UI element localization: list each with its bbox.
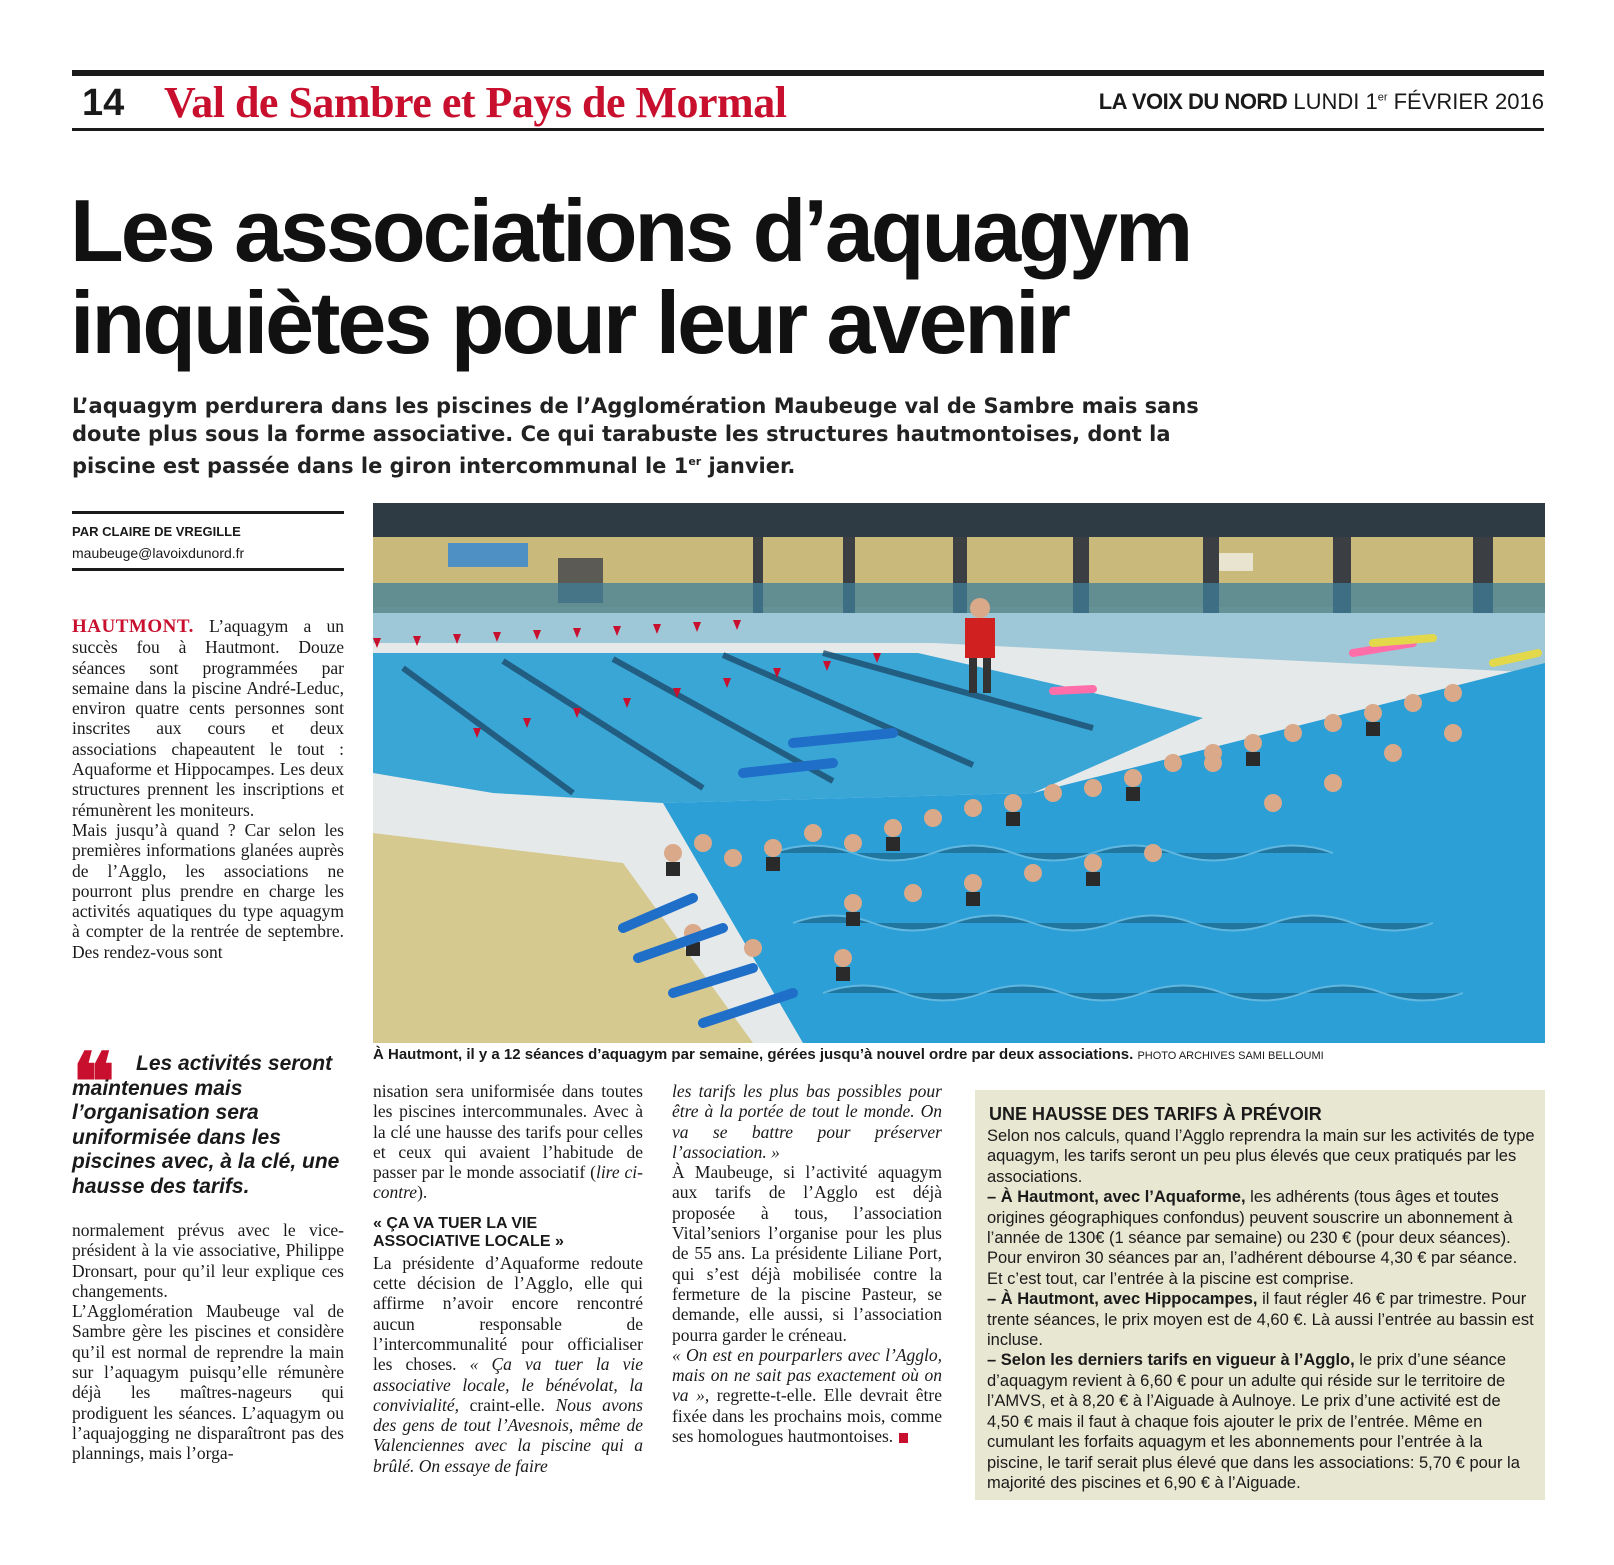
issue-date: LUNDI 1 (1293, 89, 1378, 114)
tariffs-sidebar (975, 1090, 1545, 1500)
photo-caption: À Hautmont, il y a 12 séances d’aquagym par semaine, gérées jusqu’à nouvel ordre par deux associations. PHOTO ARCHIVES SAMI BELLOUMI (373, 1046, 1324, 1063)
section-title: Val de Sambre et Pays de Mormal (164, 78, 787, 127)
end-mark-icon (899, 1433, 908, 1443)
masthead: LA VOIX DU NORD LUNDI 1er FÉVRIER 2016 (1098, 89, 1544, 114)
subheading: « ÇA VA TUER LA VIE ASSOCIATIVE LOCALE » (373, 1214, 564, 1250)
sidebar-text: Selon nos calculs, quand l’Agglo reprendra la main sur les activités de type aquagym, les tarifs seront un peu plus élevés que ceux pratiqués par les associations. – À Hautmont, avec l’Aquaforme, les adhérents (tous âges et toutes origines géographiques confondus) peuvent souscrire un abonnement à l’année de 130€ (1 séance par semaine) ou 230 € (pour deux séances). Pour environ 30 séances par an, l’adhérent débourse 4,30 € par séance. Et c’est tout, car l’entrée à la piscine est comprise. – À Hautmont, avec Hippocampes, il faut régler 46 € par trimestre. Pour trente séances, le prix moyen est de 4,60 €. Là aussi l’entrée au bassin est incluse. – Selon les derniers tarifs en vigueur à l’Agglo, le prix d’une séance d’aquagym revient à 6,60 € pour un adulte qui réside sur le territoire de l’AMVS, et à 8,20 € à l’Aiguade à Aulnoye. Le prix d’une activité est de 4,50 € mais il faut à chaque fois ajouter le prix de l’entrée. Même en cumulant les forfaits aquagym et les abonnements pour l’entrée à la piscine, le tarif serait plus élevé que dans les associations: 5,70 € pour la majorité des piscines et 6,90 € à l’Aiguade. (987, 1127, 1535, 1492)
page-number: 14 (82, 82, 125, 124)
article-column-1-continued: normalement prévus avec le vice-président à la vie associative, Philippe Dronsart, pour qu’il leur explique ces changements. L’Agglomération Maubeuge val de Sambre gère les piscines et considère qu’il est normal de reprendre la main sur l’aquagym puisqu’elle rémunère déjà les maîtres-nageurs qui prodiguent les séances. L’aquagym ou l’aquajogging ne disparaîtront pas des plannings, mais l’orga- (72, 1220, 344, 1464)
newspaper-name: LA VOIX DU NORD (1098, 89, 1288, 114)
photo-credit: PHOTO ARCHIVES SAMI BELLOUMI (1137, 1050, 1324, 1062)
article-column-3: les tarifs les plus bas possibles pour être à la portée de tout le monde. On va se battre pour préserver l’association. » À Maubeuge, si l’activité aquagym aux tarifs de l’Agglo est déjà proposée à tous, l’association Vital’seniors l’organise pour les plus de 55 ans. La présidente Liliane Port, qui s’est déjà mobilisée contre la fermeture de la piscine Pasteur, se demande, elle aussi, si l’association pourra garder le créneau. « On est en pourparlers avec l’Agglo, mais on ne sait pas exactement où on va », regrette-t-elle. Elle devrait être fixée dans les prochains mois, comme ses homologues hautmontoises. (672, 1081, 942, 1447)
article-column-1: HAUTMONT. L’aquagym a un succès fou à Hautmont. Douze séances sont programmées par semaine dans la piscine André-Leduc, environ quatre cents personnes sont inscrites aux cours et deux associations chapeautent le tout : Aquaforme et Hippocampes. Les deux structures prennent les inscriptions et rémunèrent les moniteurs. Mais jusqu’à quand ? Car selon les premières informations glanées auprès de l’Agglo, les associations ne pourront plus prendre en charge les activités aquatiques du type aquagym à compter de la rentrée de septembre. Des rendez-vous sont (72, 616, 344, 962)
quote-mark-icon: ❝ (72, 1040, 116, 1128)
author-email[interactable]: maubeuge@lavoixdunord.fr (72, 545, 245, 561)
sidebar-title: UNE HAUSSE DES TARIFS À PRÉVOIR (989, 1104, 1322, 1124)
dateline-city: HAUTMONT. (72, 616, 194, 637)
pool-photo (373, 503, 1545, 1043)
author: PAR CLAIRE DE VREGILLE (72, 524, 241, 539)
byline (72, 511, 344, 571)
lede: L’aquagym perdurera dans les piscines de l’Agglomération Maubeuge val de Sambre mais sans doute plus sous la forme associative. Ce qui tarabuste les structures hautmontoises, dont la piscine est passée dans le giron intercommunal le 1er janvier. (72, 394, 1199, 478)
pull-quote: ❝ Les activités seront maintenues mais l’organisation sera uniformisée dans les piscines avec, à la clé, une hausse des tarifs. (72, 1040, 340, 1198)
page-header (72, 76, 1544, 131)
article-column-2: nisation sera uniformisée dans toutes les piscines intercommunales. Avec à la clé une hausse des tarifs pour celles et ceux qui avaient l’habitude de passer par le monde associatif (lire ci-contre). « ÇA VA TUER LA VIE ASSOCIATIVE LOCALE » La présidente d’Aquaforme redoute cette décision de l’Agglo, elle qui affirme n’avoir encore rencontré aucun responsable de l’intercommunalité pour officialiser les choses. « Ça va tuer la vie associative locale, le bénévolat, la convivialité, craint-elle. Nous avons des gens de tout l’Avesnois, même de Valenciennes avec la piscine qui a brûlé. On essaye de faire (373, 1081, 643, 1476)
headline: Les associations d’aquagym inquiètes pour leur avenir (70, 181, 1191, 372)
